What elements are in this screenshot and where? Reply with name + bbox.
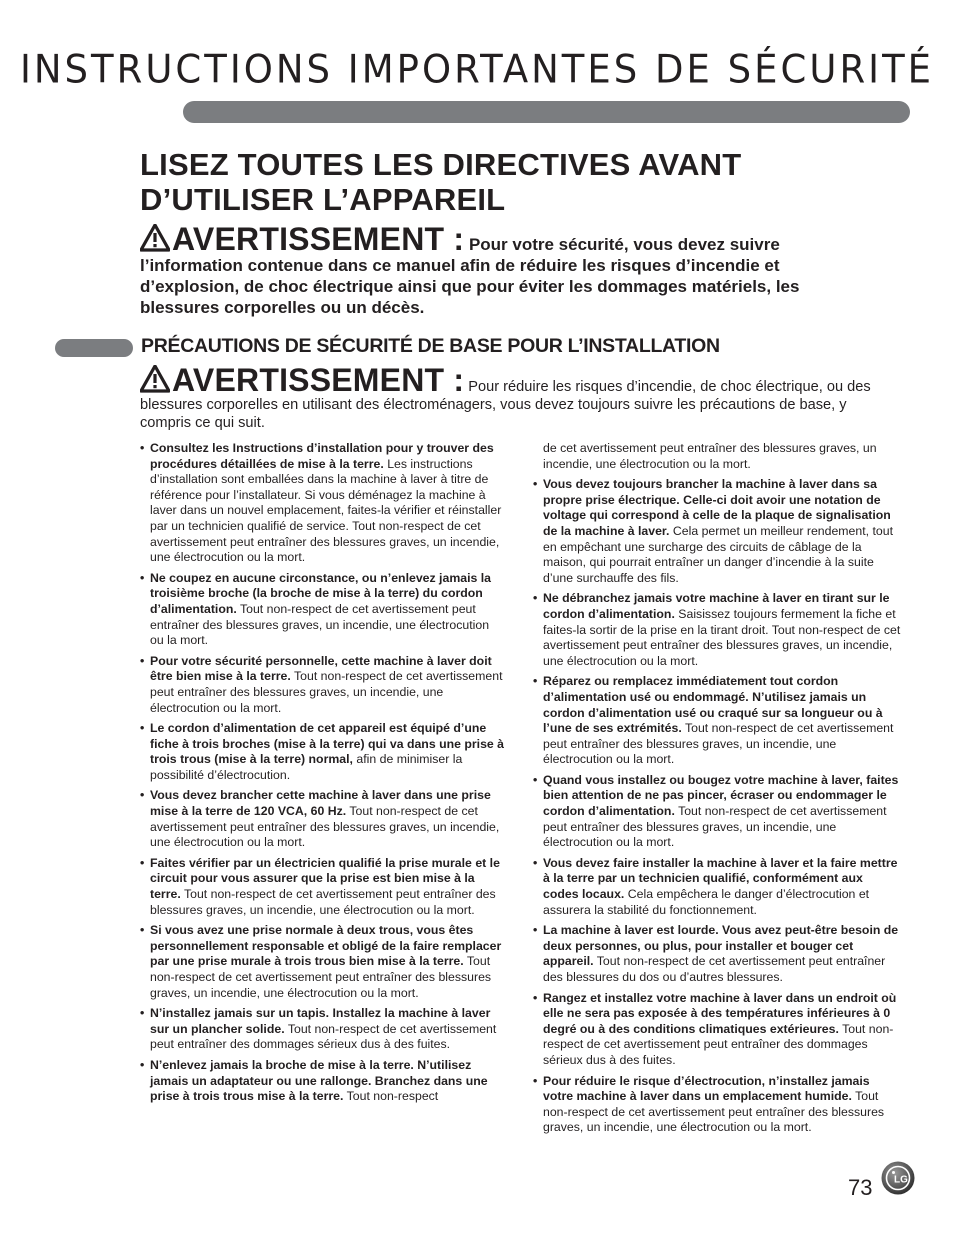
list-item: • Pour votre sécurité personnelle, cette machine à laver doit être bien mise à la terre. Tout non-respect de cet avertissement peut entraîner des blessures graves, un incendie, une électrocution ou la mort. xyxy=(140,653,503,715)
list-item: • Rangez et installez votre machine à laver dans un endroit où elle ne sera pas exposée à des températures inférieures à 0 degré ou à des conditions climatiques extérieures. Tout non-respect de cet avertissement peut entraîner des dommages sérieux dus à des fuites. xyxy=(533,990,897,1067)
list-item: • Consultez les Instructions d’installation pour y trouver des procédures détaillées de mise à la terre. Les instructions d’installation sont emballées dans la machine à laver à titre de référence pour l’installateur. Si vous déménagez la machine à laver dans un nouvel emplacement, faites-la vérifier et réinstaller par un technicien qualifié de service. Tout non-respect de cet avertissement peut entraîner des blessures graves, un incendie, une électrocution ou la mort. xyxy=(140,441,502,565)
header-divider-bar xyxy=(183,101,910,123)
main-title-line-2: D’UTILISER L’APPAREIL xyxy=(140,182,506,217)
list-item: • La machine à laver est lourde. Vous avez peut-être besoin de deux personnes, ou plus, pour installer et bouger cet appareil. Tout non-respect de cet avertissement peut entraîner des blessures du dos ou d’autres blessures. xyxy=(533,923,899,984)
list-item: • N’installez jamais sur un tapis. Installez la machine à laver sur un plancher solide. Tout non-respect de cet avertissement peut entraîner des dommages sérieux dus à des fuites. xyxy=(140,1006,497,1052)
list-item: • Faites vérifier par un électricien qualifié la prise murale et le circuit pour vous assurer que la prise est bien mise à la terre. Tout non-respect de cet avertissement peut entraîner des blessures graves, un incendie, une électrocution ou la mort. xyxy=(140,855,500,917)
list-item: • N’enlevez jamais la broche de mise à la terre. N’utilisez jamais un adaptateur ou une rallonge. Branchez dans une prise à trois trous mise à la terre. Tout non-respect xyxy=(140,1057,488,1104)
warning-triangle-icon xyxy=(140,224,170,252)
page-header-title: INSTRUCTIONS IMPORTANTES DE SÉCURITÉ xyxy=(19,46,935,93)
list-item: • Quand vous installez ou bougez votre machine à laver, faites bien attention de ne pas pincer, écraser ou endommager le cordon d’alimentation. Tout non-respect de cet avertissement peut entraîner des blessures graves, un incendie, une électrocution ou la mort. xyxy=(533,772,899,850)
general-warning xyxy=(140,221,860,318)
list-item: • Le cordon d’alimentation de cet appareil est équipé d’une fiche à trois broches (mise à la terre) qui va dans une prise à trois trous (mise à la terre) normal, afin de minimiser la possibilité d’électrocution. xyxy=(140,721,505,782)
main-title xyxy=(140,147,860,217)
section-marker-pill xyxy=(55,339,133,357)
list-item-continuation: de cet avertissement peut entraîner des blessures graves, un incendie, une électrocution ou la mort. xyxy=(543,441,877,471)
list-item: • Vous devez faire installer la machine à laver et la faire mettre à la terre par un technicien qualifié, conformément aux codes locaux. Cela empêchera le danger d’électrocution et assurera la stabilité du fonctionnement. xyxy=(533,855,898,917)
installation-warning xyxy=(140,362,882,432)
list-item: • Si vous avez une prise normale à deux trous, vous êtes personnellement responsable et obligé de la faire remplacer par une prise murale à trois trous bien mise à la terre. Tout non-respect de cet avertissement peut entraîner des blessures graves, un incendie, une électrocution ou la mort. xyxy=(140,923,502,1000)
installation-warning-label: AVERTISSEMENT : xyxy=(172,362,465,398)
list-item: • Ne coupez en aucune circonstance, ou n’enlevez jamais la troisième broche (la broche de mise à la terre) du cordon d’alimentation. Tout non-respect de cet avertissement peut entraîner des blessures graves, un incendie, une électrocution ou la mort. xyxy=(140,570,492,648)
list-item: • Réparez ou remplacez immédiatement tout cordon d’alimentation usé ou endommagé. N’utilisez jamais un cordon d’alimentation usé ou craqué sur sa longueur ou à l’une de ses extrémités. Tout non-respect de cet avertissement peut entraîner des blessures graves, un incendie, une électrocution ou la mort. xyxy=(533,674,894,767)
warning-triangle-icon xyxy=(140,365,170,393)
list-item: • Vous devez brancher cette machine à laver dans une prise mise à la terre de 120 VCA, 60 Hz. Tout non-respect de cet avertissement peut entraîner des blessures graves, un incendie, une électrocution ou la mort. xyxy=(140,788,500,850)
main-title-line-1: LISEZ TOUTES LES DIRECTIVES AVANT xyxy=(140,147,742,182)
general-warning-text: Pour votre sécurité, vous devez suivre l’information contenue dans ce manuel afin de réduire les risques d’incendie et d’explosion, de choc électrique ainsi que pour éviter les dommages matériels, les blessures corporelles ou un décès. xyxy=(140,235,800,317)
general-warning-label: AVERTISSEMENT : xyxy=(172,221,465,257)
list-item: • Pour réduire le risque d’électrocution, n’installez jamais votre machine à laver dans un emplacement humide. Tout non-respect de cet avertissement peut entraîner des blessures graves, un incendie, une électrocution ou la mort. xyxy=(533,1073,885,1135)
list-item: • Vous devez toujours brancher la machine à laver dans sa propre prise électrique. Celle-ci doit avoir une notation de voltage qui correspond à celle de la plaque de signalisation de la machine à laver. Cela permet un meilleur rendement, tout en empêchant une surcharge des circuits de câblage de la maison, qui pourrait entraîner un danger d’incendie à la suite d’une surchauffe des fils. xyxy=(533,477,893,585)
installation-warning-text: Pour réduire les risques d’incendie, de choc électrique, ou des blessures corporelles en utilisant des électroménagers, vous devez toujours suivre les précautions de base, y compris ce qui suit. xyxy=(140,379,871,431)
list-item: • Ne débranchez jamais votre machine à laver en tirant sur le cordon d’alimentation. Saisissez toujours fermement la fiche et faites-la sortir de la prise en la tirant droit. Tout non-respect de cet avertissement peut entraîner des blessures graves, un incendie, une électrocution ou la mort. xyxy=(533,591,901,668)
lg-logo-icon xyxy=(881,1161,915,1195)
svg-text:LG: LG xyxy=(894,1174,908,1186)
left-column xyxy=(140,441,505,1110)
section-heading: PRÉCAUTIONS DE SÉCURITÉ DE BASE POUR L’INSTALLATION xyxy=(141,335,720,357)
page-number: 73 xyxy=(848,1175,873,1200)
right-column xyxy=(533,441,901,1141)
